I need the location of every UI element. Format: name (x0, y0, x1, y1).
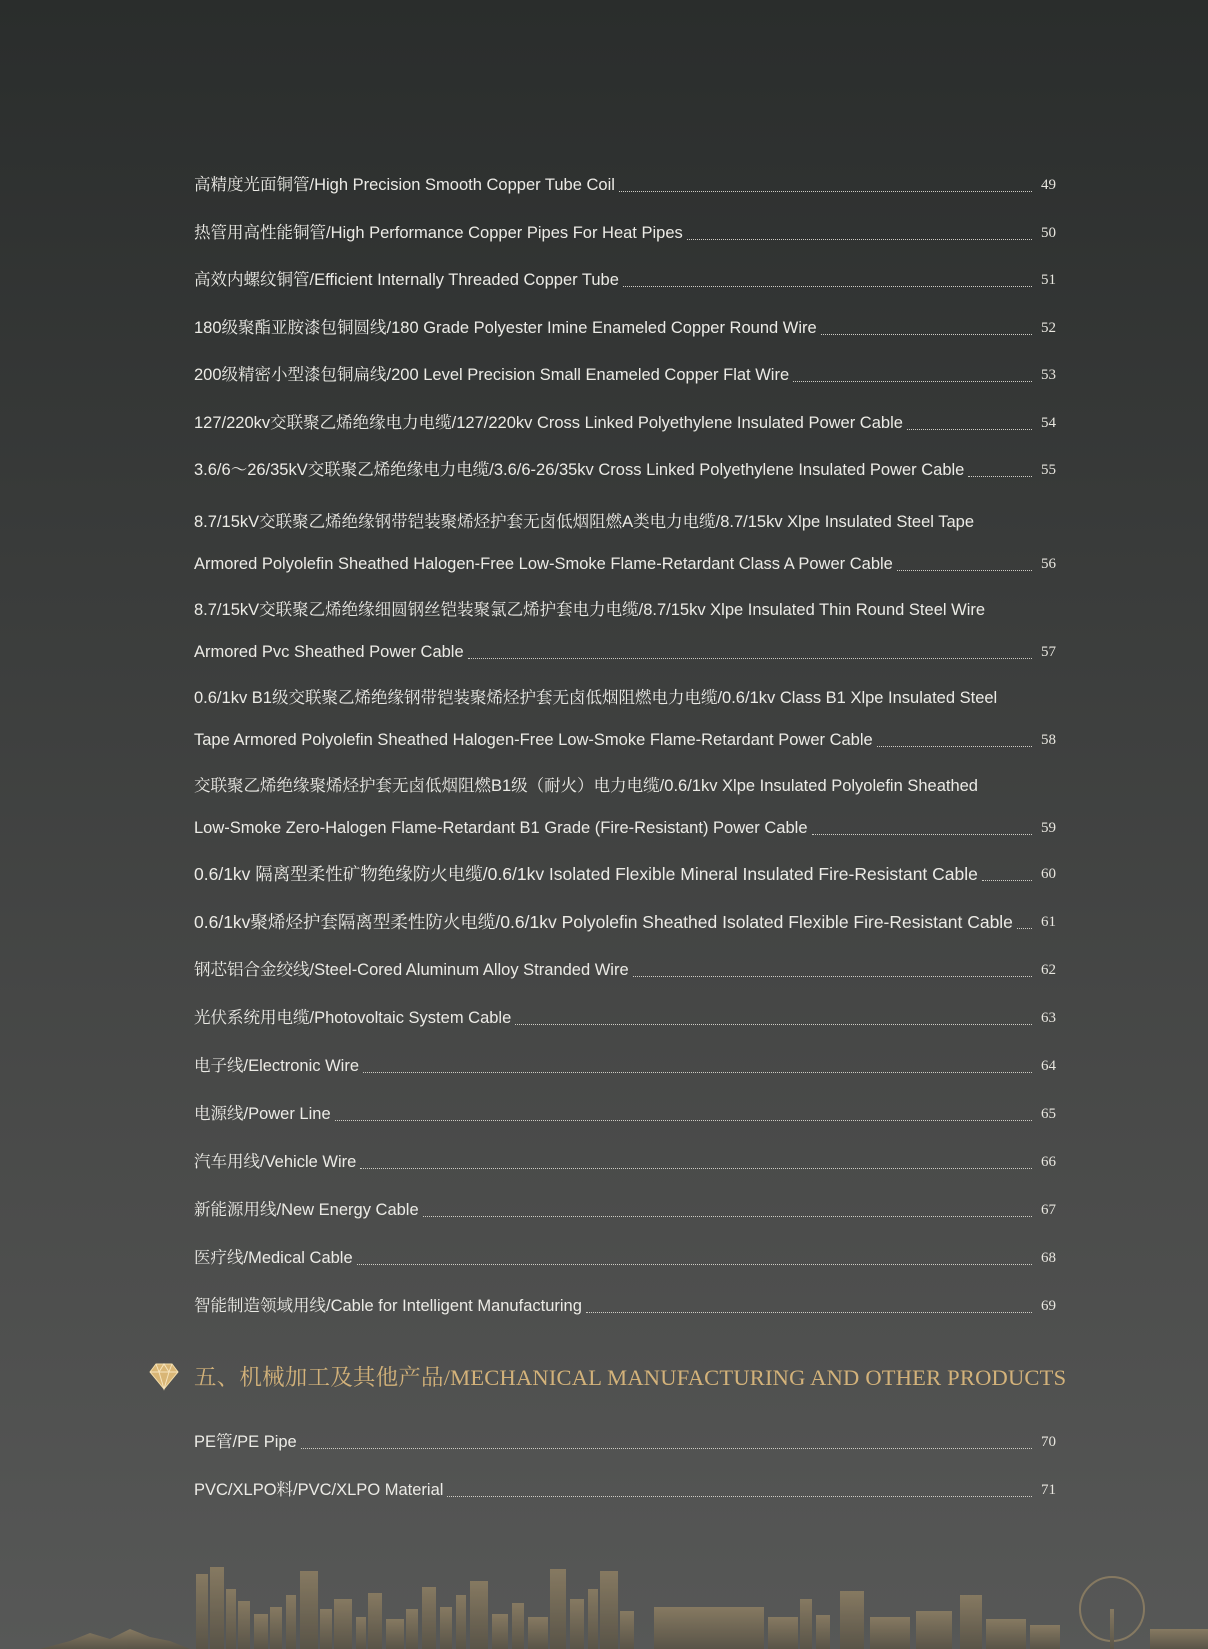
toc-entry[interactable] (194, 317, 1056, 339)
toc-entry-title: 127/220kv交联聚乙烯绝缘电力电缆/127/220kv Cross Linked Polyethylene Insulated Power Cable (194, 414, 903, 432)
toc-entry-page: 54 (1041, 415, 1056, 431)
dot-leader (363, 1068, 1032, 1073)
dot-leader (423, 1212, 1032, 1217)
toc-entry-line1[interactable] (194, 599, 1056, 621)
toc-entry[interactable] (194, 863, 1056, 885)
dot-leader (812, 830, 1033, 835)
toc-entry-title: 电子线/Electronic Wire (194, 1057, 360, 1075)
toc-entry-title: 电源线/Power Line (194, 1105, 331, 1123)
toc-entry[interactable] (194, 459, 1056, 481)
toc-entry-title-cont: Tape Armored Polyolefin Sheathed Halogen-Free Low-Smoke Flame-Retardant Power Cable (194, 731, 873, 749)
toc-entry-page: 64 (1041, 1058, 1056, 1074)
toc-entry-title: 交联聚乙烯绝缘聚烯烃护套无卤低烟阻燃B1级（耐火）电力电缆/0.6/1kv Xlpe Insulated Polyolefin Sheathed (194, 777, 978, 795)
dot-leader (821, 330, 1032, 335)
dot-leader (982, 876, 1032, 881)
toc-entry-page: 59 (1041, 820, 1056, 836)
toc-entry[interactable] (194, 1247, 1056, 1269)
toc-entry-title: 新能源用线/New Energy Cable (194, 1201, 419, 1219)
dot-leader (515, 1020, 1032, 1025)
toc-entry-title: 3.6/6～26/35kV交联聚乙烯绝缘电力电缆/3.6/6-26/35kv Cross Linked Polyethylene Insulated Power Cable (194, 461, 965, 479)
toc-entry[interactable] (194, 1479, 1056, 1501)
toc-entry-line1[interactable] (194, 775, 1056, 797)
toc-entry-title: 智能制造领域用线/Cable for Intelligent Manufacturing (194, 1297, 582, 1315)
toc-entry[interactable] (194, 222, 1056, 244)
toc-entry-line2[interactable] (194, 817, 1056, 839)
toc-entry-title-cont: Armored Pvc Sheathed Power Cable (194, 643, 464, 661)
toc-entry-title: 8.7/15kV交联聚乙烯绝缘细圆钢丝铠装聚氯乙烯护套电力电缆/8.7/15kv Xlpe Insulated Thin Round Steel Wire (194, 601, 986, 619)
toc-entry-page: 55 (1041, 462, 1056, 478)
toc-entry[interactable] (194, 911, 1056, 933)
toc-entry-title: 0.6/1kv聚烯烃护套隔离型柔性防火电缆/0.6/1kv Polyolefin Sheathed Isolated Flexible Fire-Resistant Cable (194, 912, 1013, 932)
city-skyline-illustration (0, 1529, 1208, 1649)
dot-leader (897, 566, 1032, 571)
toc-entry[interactable] (194, 1055, 1056, 1077)
toc-entry-page: 69 (1041, 1298, 1056, 1314)
toc-entry-title: 高精度光面铜管/High Precision Smooth Copper Tube Coil (194, 176, 615, 194)
toc-entry-title: 高效内螺纹铜管/Efficient Internally Threaded Copper Tube (194, 271, 619, 289)
toc-entry-page: 58 (1041, 732, 1056, 748)
diamond-icon (148, 1360, 180, 1392)
toc-entry-page: 60 (1041, 866, 1056, 882)
toc-entry-line1[interactable] (194, 511, 1056, 533)
dot-leader (1017, 924, 1032, 929)
toc-entry-line1[interactable] (194, 687, 1056, 709)
toc-entry-title: 热管用高性能铜管/High Performance Copper Pipes For Heat Pipes (194, 224, 683, 242)
dot-leader (623, 282, 1032, 287)
toc-entry-page: 53 (1041, 367, 1056, 383)
dot-leader (468, 654, 1032, 659)
toc-entry-line2[interactable] (194, 641, 1056, 663)
toc-entry-page: 70 (1041, 1434, 1056, 1450)
toc-entry[interactable] (194, 1295, 1056, 1317)
toc-entry[interactable] (194, 1151, 1056, 1173)
toc-entry-page: 65 (1041, 1106, 1056, 1122)
toc-entry-page: 63 (1041, 1010, 1056, 1026)
toc-entry-page: 57 (1041, 644, 1056, 660)
dot-leader (335, 1116, 1032, 1121)
dot-leader (877, 742, 1032, 747)
toc-entry[interactable] (194, 1103, 1056, 1125)
toc-entry[interactable] (194, 959, 1056, 981)
toc-entry-title-cont: Low-Smoke Zero-Halogen Flame-Retardant B1 Grade (Fire-Resistant) Power Cable (194, 819, 808, 837)
toc-entry-page: 61 (1041, 914, 1056, 930)
toc-entry-title: 0.6/1kv B1级交联聚乙烯绝缘钢带铠装聚烯烃护套无卤低烟阻燃电力电缆/0.6/1kv Class B1 Xlpe Insulated Steel (194, 689, 998, 707)
toc-entry-title: 200级精密小型漆包铜扁线/200 Level Precision Small Enameled Copper Flat Wire (194, 366, 790, 384)
toc-entry-title: 180级聚酯亚胺漆包铜圆线/180 Grade Polyester Imine Enameled Copper Round Wire (194, 319, 817, 337)
toc-entry[interactable] (194, 364, 1056, 386)
section-heading (148, 1360, 1068, 1392)
toc-entry[interactable] (194, 1431, 1056, 1453)
toc-entry-page: 56 (1041, 556, 1056, 572)
toc-entry[interactable] (194, 269, 1056, 291)
dot-leader (793, 377, 1032, 382)
dot-leader (301, 1444, 1032, 1449)
dot-leader (968, 472, 1032, 477)
dot-leader (619, 187, 1032, 192)
toc-entry[interactable] (194, 412, 1056, 434)
toc-entry-page: 52 (1041, 320, 1056, 336)
dot-leader (633, 972, 1032, 977)
toc-entry[interactable] (194, 1199, 1056, 1221)
toc-entry-line2[interactable] (194, 729, 1056, 751)
toc-entry-page: 66 (1041, 1154, 1056, 1170)
toc-entry-title: PVC/XLPO料/PVC/XLPO Material (194, 1481, 444, 1499)
dot-leader (360, 1164, 1032, 1169)
toc-entry-page: 62 (1041, 962, 1056, 978)
toc-entry-page: 67 (1041, 1202, 1056, 1218)
toc-entry-page: 71 (1041, 1482, 1056, 1498)
toc-entry-page: 68 (1041, 1250, 1056, 1266)
toc-entry-title: PE管/PE Pipe (194, 1433, 297, 1451)
toc-entry-title: 医疗线/Medical Cable (194, 1249, 353, 1267)
dot-leader (687, 235, 1032, 240)
toc-entry-page: 51 (1041, 272, 1056, 288)
toc-entry[interactable] (194, 1007, 1056, 1029)
toc-entry-title: 光伏系统用电缆/Photovoltaic System Cable (194, 1009, 512, 1027)
toc-entry-page: 50 (1041, 225, 1056, 241)
toc-entry-line2[interactable] (194, 553, 1056, 575)
dot-leader (447, 1492, 1032, 1497)
section-title: 五、机械加工及其他产品/MECHANICAL MANUFACTURING AND OTHER PRODUCTS (194, 1365, 1067, 1390)
dot-leader (586, 1308, 1032, 1313)
toc-entry-page: 49 (1041, 177, 1056, 193)
toc-entry[interactable] (194, 174, 1056, 196)
toc-entry-title: 0.6/1kv 隔离型柔性矿物绝缘防火电缆/0.6/1kv Isolated Flexible Mineral Insulated Fire-Resistant Cable (194, 864, 978, 884)
toc-entry-title: 钢芯铝合金绞线/Steel-Cored Aluminum Alloy Stranded Wire (194, 961, 629, 979)
dot-leader (357, 1260, 1032, 1265)
dot-leader (907, 425, 1032, 430)
toc-entry-title-cont: Armored Polyolefin Sheathed Halogen-Free Low-Smoke Flame-Retardant Class A Power Cable (194, 555, 893, 573)
toc-entry-title: 8.7/15kV交联聚乙烯绝缘钢带铠装聚烯烃护套无卤低烟阻燃A类电力电缆/8.7/15kv Xlpe Insulated Steel Tape (194, 513, 975, 531)
toc-entry-title: 汽车用线/Vehicle Wire (194, 1153, 357, 1171)
